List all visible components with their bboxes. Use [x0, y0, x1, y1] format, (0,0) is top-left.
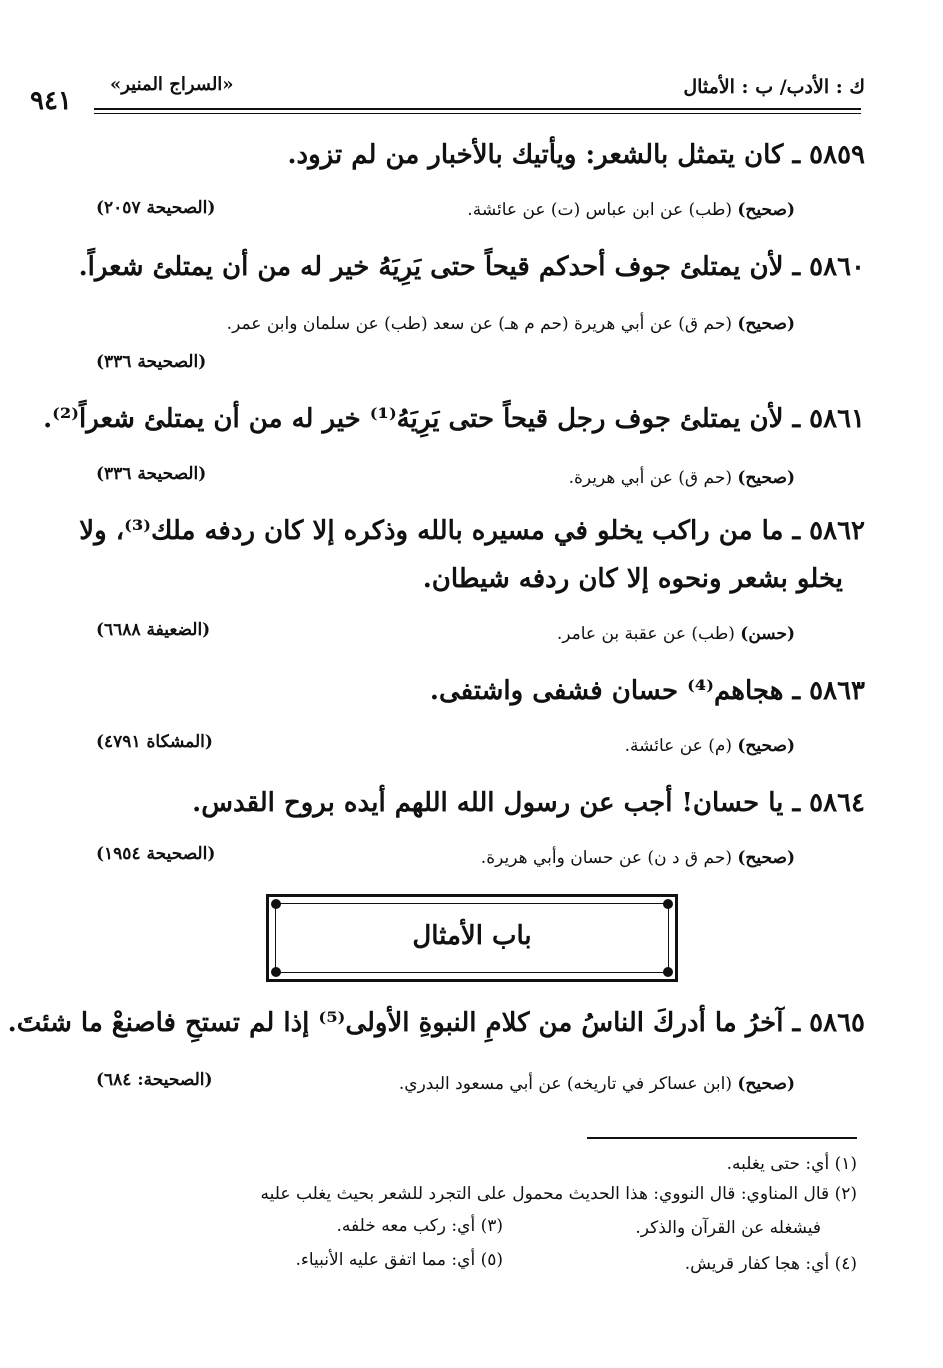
hadith-grade-line [625, 736, 795, 756]
hadith-sources: (طب) عن عقبة بن عامر. [556, 624, 735, 644]
hadith-sources: (حم ق د ن) عن حسان وأبي هريرة. [480, 848, 732, 868]
corner-ornament [271, 899, 281, 909]
hadith-grade: (صحيح) [737, 200, 795, 220]
header-rule [94, 108, 861, 110]
hadith-text: ٥٨٦١ ـ لأن يمتلئ جوف رجل قيحاً حتى يَرِيَهُ⁽¹⁾ خير له من أن يمتلئ شعراً⁽²⁾. [43, 404, 865, 434]
hadith-grade: (صحيح) [737, 848, 795, 868]
hadith-text: ٥٨٦٤ ـ يا حسان! أجب عن رسول الله اللهم أيده بروح القدس. [192, 788, 865, 818]
footnote-2-continued: فيشغله عن القرآن والذكر. [635, 1218, 821, 1238]
hadith-grade-line [399, 1074, 795, 1094]
running-header-chapter: ك : الأدب/ ب : الأمثال [683, 76, 865, 98]
hadith-grade: (صحيح) [737, 736, 795, 756]
hadith-grade-line [557, 624, 795, 644]
running-header-book-title: «السراج المنير» [110, 74, 234, 95]
hadith-text: ٥٨٥٩ ـ كان يتمثل بالشعر: ويأتيك بالأخبار من لم تزود. [287, 140, 865, 170]
footnote-1: (١) أي: حتى يغلبه. [726, 1154, 857, 1174]
hadith-reference: (الصحيحة: ٦٨٤) [96, 1070, 213, 1090]
footnote-5: (٥) أي: مما اتفق عليه الأنبياء. [295, 1250, 503, 1270]
hadith-sources: (حم ق) عن أبي هريرة. [568, 468, 732, 488]
hadith-sources: (حم ق) عن أبي هريرة (حم م هـ) عن سعد (طب) عن سلمان وابن عمر. [226, 314, 732, 334]
hadith-reference: (الضعيفة ٦٦٨٨) [96, 620, 211, 640]
hadith-grade-line [227, 314, 795, 334]
corner-ornament [663, 899, 673, 909]
hadith-text: ٥٨٦٣ ـ هجاهم⁽⁴⁾ حسان فشفى واشتفى. [429, 676, 865, 706]
hadith-grade: (صحيح) [737, 314, 795, 334]
chapter-heading-box [266, 894, 678, 982]
hadith-text: ٥٨٦٢ ـ ما من راكب يخلو في مسيره بالله وذكره إلا كان ردفه ملك⁽³⁾، ولا [79, 516, 865, 546]
hadith-text: ٥٨٦٥ ـ آخرُ ما أدركَ الناسُ من كلامِ النبوةِ الأولى⁽⁵⁾ إذا لم تستحِ فاصنعْ ما شئتَ. [7, 1008, 865, 1038]
hadith-sources: (م) عن عائشة. [624, 736, 732, 756]
header-rule-thin [94, 113, 861, 114]
footnote-2: (٢) قال المناوي: قال النووي: هذا الحديث محمول على التجرد للشعر بحيث يغلب عليه [260, 1184, 857, 1204]
hadith-sources: (ابن عساكر في تاريخه) عن أبي مسعود البدري. [398, 1074, 732, 1094]
hadith-reference: (المشكاة ٤٧٩١) [96, 732, 213, 752]
hadith-reference: (الصحيحة ٣٣٦) [96, 352, 207, 372]
footnote-3: (٣) أي: ركب معه خلفه. [336, 1216, 503, 1236]
hadith-sources: (طب) عن ابن عباس (ت) عن عائشة. [467, 200, 732, 220]
hadith-grade-line [467, 200, 795, 220]
hadith-text-continued: يخلو بشعر ونحوه إلا كان ردفه شيطان. [422, 564, 843, 594]
page-number: ٩٤١ [30, 86, 72, 116]
hadith-reference: (الصحيحة ٢٠٥٧) [96, 198, 216, 218]
hadith-reference: (الصحيحة ١٩٥٤) [96, 844, 216, 864]
hadith-grade: (صحيح) [737, 1074, 795, 1094]
corner-ornament [663, 967, 673, 977]
hadith-grade-line [481, 848, 795, 868]
hadith-grade: (حسن) [740, 624, 795, 644]
footnote-4: (٤) أي: هجا كفار قريش. [684, 1254, 857, 1274]
hadith-reference: (الصحيحة ٣٣٦) [96, 464, 207, 484]
hadith-grade: (صحيح) [737, 468, 795, 488]
footnote-separator [587, 1137, 857, 1139]
hadith-text: ٥٨٦٠ ـ لأن يمتلئ جوف أحدكم قيحاً حتى يَرِيَهُ خير له من أن يمتلئ شعراً. [78, 252, 865, 282]
hadith-grade-line [569, 468, 795, 488]
corner-ornament [271, 967, 281, 977]
chapter-title: باب الأمثال [412, 921, 532, 951]
